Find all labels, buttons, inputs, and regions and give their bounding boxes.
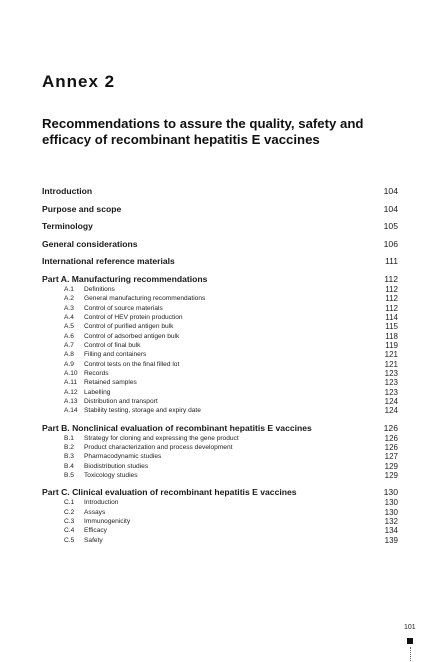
toc-subentry-number: A.1 bbox=[64, 285, 74, 293]
toc-entry-page: 130 bbox=[383, 487, 398, 498]
document-title: Recommendations to assure the quality, safety and efficacy of recombinant hepatitis E vaccines bbox=[42, 116, 364, 147]
toc-subentry-a9[interactable] bbox=[42, 361, 398, 370]
toc-subentry-b4[interactable] bbox=[42, 463, 398, 472]
toc-entry-label: General considerations bbox=[42, 238, 138, 249]
toc-subentry-b1[interactable] bbox=[42, 435, 398, 444]
part-c-subsections bbox=[42, 499, 398, 546]
toc-entry-part-a[interactable] bbox=[42, 274, 398, 286]
toc-subentry-page: 139 bbox=[384, 535, 398, 545]
toc-subentry-label: Toxicology studies bbox=[84, 471, 138, 479]
toc-subentry-a11[interactable] bbox=[42, 379, 398, 388]
toc-subentry-page: 118 bbox=[385, 331, 398, 341]
toc-entry-part-b[interactable] bbox=[42, 423, 398, 435]
toc-subentry-page: 130 bbox=[384, 507, 398, 517]
toc-subentry-number: A.9 bbox=[64, 360, 74, 368]
toc-subentry-page: 123 bbox=[384, 368, 398, 378]
toc-subentry-label: Safety bbox=[84, 536, 103, 544]
annex-heading: Annex 2 bbox=[42, 72, 116, 91]
page-number: 101 bbox=[404, 624, 416, 631]
toc-subentry-page: 134 bbox=[384, 526, 398, 536]
toc-entry-international-reference-materials[interactable] bbox=[42, 256, 398, 274]
toc-subentry-c5[interactable] bbox=[42, 537, 398, 546]
toc-entry-label: Part A. Manufacturing recommendations bbox=[42, 273, 208, 284]
toc-entry-part-c[interactable] bbox=[42, 487, 398, 499]
toc-subentry-number: C.1 bbox=[64, 499, 75, 507]
toc-subentry-label: Control tests on the final filled lot bbox=[84, 360, 180, 368]
toc-subentry-c1[interactable] bbox=[42, 499, 398, 508]
toc-subentry-label: Control of purified antigen bulk bbox=[84, 323, 174, 331]
toc-subentry-number: A.4 bbox=[64, 313, 74, 321]
toc-subentry-page: 129 bbox=[384, 470, 398, 480]
toc-subentry-page: 124 bbox=[384, 406, 398, 416]
toc-entry-page: 104 bbox=[383, 203, 398, 214]
toc-entry-page: 105 bbox=[383, 221, 398, 232]
toc-subentry-a2[interactable] bbox=[42, 295, 398, 304]
toc-subentry-page: 121 bbox=[384, 359, 398, 369]
page-marker-dotted-line bbox=[410, 647, 411, 661]
toc-subentry-number: B.2 bbox=[64, 443, 74, 451]
toc-subentry-page: 124 bbox=[384, 396, 398, 406]
toc-entry-introduction[interactable] bbox=[42, 186, 398, 204]
toc-subentry-label: Assays bbox=[84, 508, 106, 516]
toc-subentry-label: Labelling bbox=[84, 388, 111, 396]
toc-subentry-label: Introduction bbox=[84, 499, 119, 507]
toc-entry-terminology[interactable] bbox=[42, 221, 398, 239]
toc-subentry-label: Strategy for cloning and expressing the gene product bbox=[84, 434, 239, 442]
toc-subentry-label: Product characterization and process development bbox=[84, 443, 233, 451]
toc-subentry-label: Records bbox=[84, 369, 109, 377]
toc-subentry-page: 112 bbox=[385, 303, 398, 313]
toc-subentry-page: 123 bbox=[384, 378, 398, 388]
toc-subentry-page: 121 bbox=[384, 350, 398, 360]
toc-subentry-a8[interactable] bbox=[42, 351, 398, 360]
toc-subentry-page: 129 bbox=[384, 461, 398, 471]
toc-subentry-number: A.5 bbox=[64, 323, 74, 331]
table-of-contents bbox=[42, 186, 398, 546]
toc-entry-page: 106 bbox=[383, 238, 398, 249]
toc-subentry-number: C.2 bbox=[64, 508, 75, 516]
toc-subentry-page: 112 bbox=[385, 294, 398, 304]
toc-subentry-b2[interactable] bbox=[42, 444, 398, 453]
toc-subentry-label: Control of source materials bbox=[84, 304, 163, 312]
toc-subentry-label: Efficacy bbox=[84, 527, 107, 535]
toc-subentry-a13[interactable] bbox=[42, 398, 398, 407]
toc-entry-general-considerations[interactable] bbox=[42, 239, 398, 257]
toc-subentry-b3[interactable] bbox=[42, 453, 398, 462]
toc-subentry-number: A.7 bbox=[64, 341, 74, 349]
toc-subentry-a5[interactable] bbox=[42, 323, 398, 332]
toc-subentry-number: A.2 bbox=[64, 295, 74, 303]
toc-subentry-number: B.5 bbox=[64, 471, 74, 479]
toc-entry-page: 126 bbox=[383, 422, 398, 433]
toc-subentry-c2[interactable] bbox=[42, 509, 398, 518]
toc-subentry-a14[interactable] bbox=[42, 407, 398, 416]
toc-entry-label: International reference materials bbox=[42, 256, 175, 267]
toc-subentry-c4[interactable] bbox=[42, 527, 398, 536]
toc-subentry-label: Definitions bbox=[84, 285, 115, 293]
toc-subentry-page: 123 bbox=[384, 387, 398, 397]
toc-entry-page: 111 bbox=[384, 256, 398, 267]
toc-subentry-label: General manufacturing recommendations bbox=[84, 295, 206, 303]
toc-entry-purpose-and-scope[interactable] bbox=[42, 204, 398, 222]
toc-subentry-label: Filling and containers bbox=[84, 351, 147, 359]
toc-subentry-label: Distribution and transport bbox=[84, 397, 158, 405]
toc-subentry-page: 132 bbox=[384, 516, 398, 526]
toc-subentry-a1[interactable] bbox=[42, 286, 398, 295]
toc-entry-label: Purpose and scope bbox=[42, 203, 122, 214]
toc-subentry-number: A.11 bbox=[64, 379, 78, 387]
page-marker-square bbox=[407, 638, 413, 644]
toc-subentry-label: Stability testing, storage and expiry date bbox=[84, 407, 201, 415]
toc-entry-page: 104 bbox=[383, 186, 398, 196]
toc-subentry-number: A.10 bbox=[64, 369, 78, 377]
toc-entry-page: 112 bbox=[384, 273, 398, 284]
toc-subentry-label: Immunogenicity bbox=[84, 517, 131, 525]
toc-subentry-a10[interactable] bbox=[42, 370, 398, 379]
toc-subentry-number: A.14 bbox=[64, 407, 78, 415]
toc-subentry-page: 130 bbox=[384, 498, 398, 508]
toc-subentry-page: 115 bbox=[385, 322, 398, 332]
toc-entry-label: Part C. Clinical evaluation of recombinant hepatitis E vaccines bbox=[42, 487, 297, 498]
toc-entry-label: Part B. Nonclinical evaluation of recombinant hepatitis E vaccines bbox=[42, 422, 312, 433]
toc-subentry-page: 119 bbox=[385, 340, 398, 350]
part-a-subsections bbox=[42, 286, 398, 417]
toc-subentry-number: A.6 bbox=[64, 332, 74, 340]
toc-subentry-label: Control of final bulk bbox=[84, 341, 141, 349]
toc-subentry-c3[interactable] bbox=[42, 518, 398, 527]
toc-subentry-a3[interactable] bbox=[42, 305, 398, 314]
toc-subentry-label: Control of HEV protein production bbox=[84, 313, 183, 321]
toc-subentry-number: B.3 bbox=[64, 453, 74, 461]
toc-subentry-number: C.5 bbox=[64, 536, 75, 544]
toc-subentry-label: Pharmacodynamic studies bbox=[84, 453, 162, 461]
toc-subentry-page: 127 bbox=[384, 452, 398, 462]
toc-subentry-page: 126 bbox=[384, 433, 398, 443]
toc-subentry-label: Retained samples bbox=[84, 379, 137, 387]
toc-subentry-number: B.1 bbox=[64, 434, 74, 442]
toc-subentry-label: Control of adsorbed antigen bulk bbox=[84, 332, 180, 340]
toc-subentry-a7[interactable] bbox=[42, 342, 398, 351]
toc-subentry-number: A.12 bbox=[64, 388, 78, 396]
toc-subentry-a4[interactable] bbox=[42, 314, 398, 323]
toc-entry-label: Terminology bbox=[42, 221, 93, 232]
part-b-subsections bbox=[42, 435, 398, 482]
toc-subentry-number: C.4 bbox=[64, 527, 75, 535]
toc-subentry-number: A.3 bbox=[64, 304, 74, 312]
toc-subentry-a12[interactable] bbox=[42, 389, 398, 398]
toc-subentry-number: C.3 bbox=[64, 517, 75, 525]
toc-subentry-page: 126 bbox=[384, 442, 398, 452]
toc-subentry-number: A.8 bbox=[64, 351, 74, 359]
toc-subentry-page: 112 bbox=[385, 284, 398, 294]
toc-subentry-number: A.13 bbox=[64, 397, 78, 405]
toc-subentry-number: B.4 bbox=[64, 462, 74, 470]
toc-subentry-a6[interactable] bbox=[42, 333, 398, 342]
toc-subentry-b5[interactable] bbox=[42, 472, 398, 481]
toc-subentry-page: 114 bbox=[385, 312, 398, 322]
toc-subentry-label: Biodistribution studies bbox=[84, 462, 149, 470]
toc-entry-label: Introduction bbox=[42, 186, 93, 196]
